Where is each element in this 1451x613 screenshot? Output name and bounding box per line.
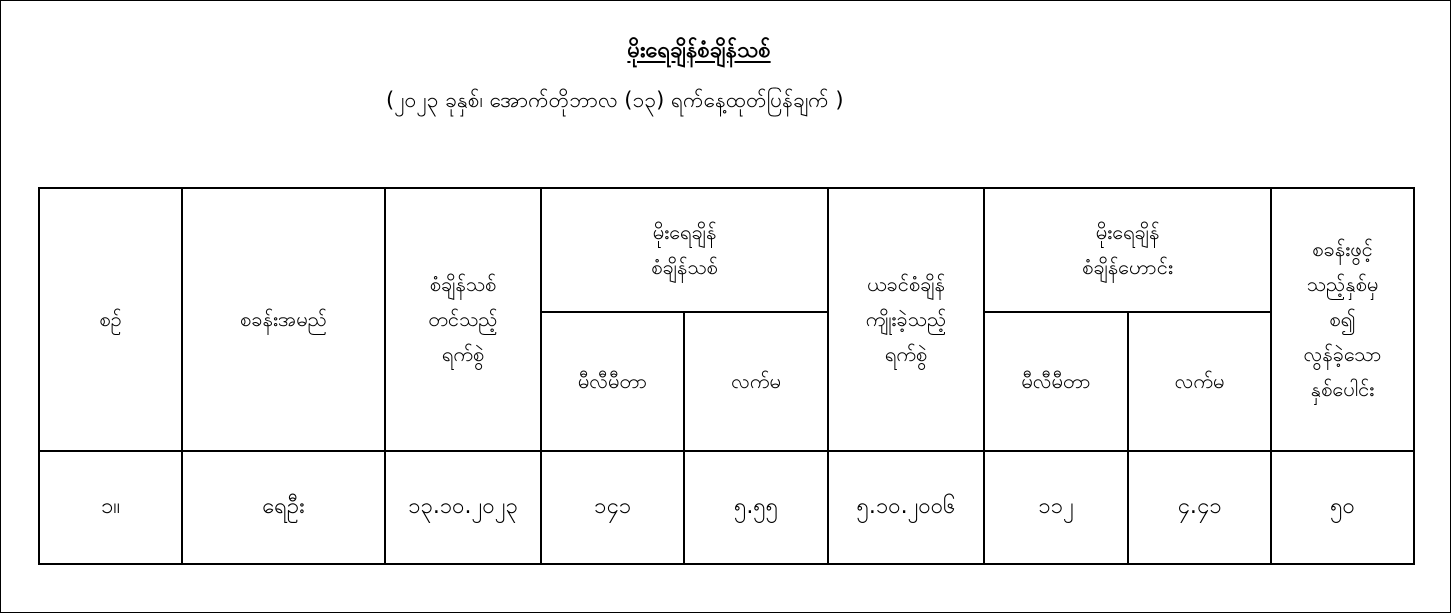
- cell-years: ၅၀: [1271, 451, 1414, 564]
- cell-old-inch: ၄.၄၁: [1128, 451, 1271, 564]
- header-record-date: စံချိန်သစ် တင်သည့် ရက်စွဲ: [385, 188, 541, 451]
- header-row-top: [39, 188, 1414, 312]
- header-station: စခန်းအမည်: [182, 188, 385, 451]
- cell-old-mm: ၁၁၂: [984, 451, 1128, 564]
- rainfall-record-table: [38, 187, 1415, 565]
- cell-serial: ၁။: [39, 451, 182, 564]
- header-old-inch: လက်မ: [1128, 312, 1271, 451]
- header-serial: စဉ်: [39, 188, 182, 451]
- cell-new-mm: ၁၄၁: [541, 451, 684, 564]
- cell-new-inch: ၅.၅၅: [684, 451, 828, 564]
- document-subtitle: (၂၀၂၃ ခုနှစ်၊ အောက်တိုဘာလ (၁၃) ရက်နေ့ထုတ်ပြန်ချက် ): [386, 88, 844, 112]
- header-old-mm: မီလီမီတာ: [984, 312, 1128, 451]
- table-row: [39, 451, 1414, 564]
- header-new-inch: လက်မ: [684, 312, 828, 451]
- header-old-record-date: ယခင်စံချိန် ကျိုးခဲ့သည့် ရက်စွဲ: [828, 188, 984, 451]
- header-new-mm: မီလီမီတာ: [541, 312, 684, 451]
- header-new-record: မိုးရေချိန် စံချိန်သစ်: [541, 188, 828, 312]
- cell-station: ရေဦး: [182, 451, 385, 564]
- header-years-since-opening: စခန်းဖွင့် သည့်နှစ်မှ စ၍ လွန်ခဲ့သော နှစ်ပေါင်း: [1271, 188, 1414, 451]
- cell-old-date: ၅.၁၀.၂၀၀၆: [828, 451, 984, 564]
- document-title: မိုးရေချိန်စံချိန်သစ်: [627, 38, 771, 63]
- header-old-record: မိုးရေချိန် စံချိန်ဟောင်း: [984, 188, 1271, 312]
- cell-record-date: ၁၃.၁၀.၂၀၂၃: [385, 451, 541, 564]
